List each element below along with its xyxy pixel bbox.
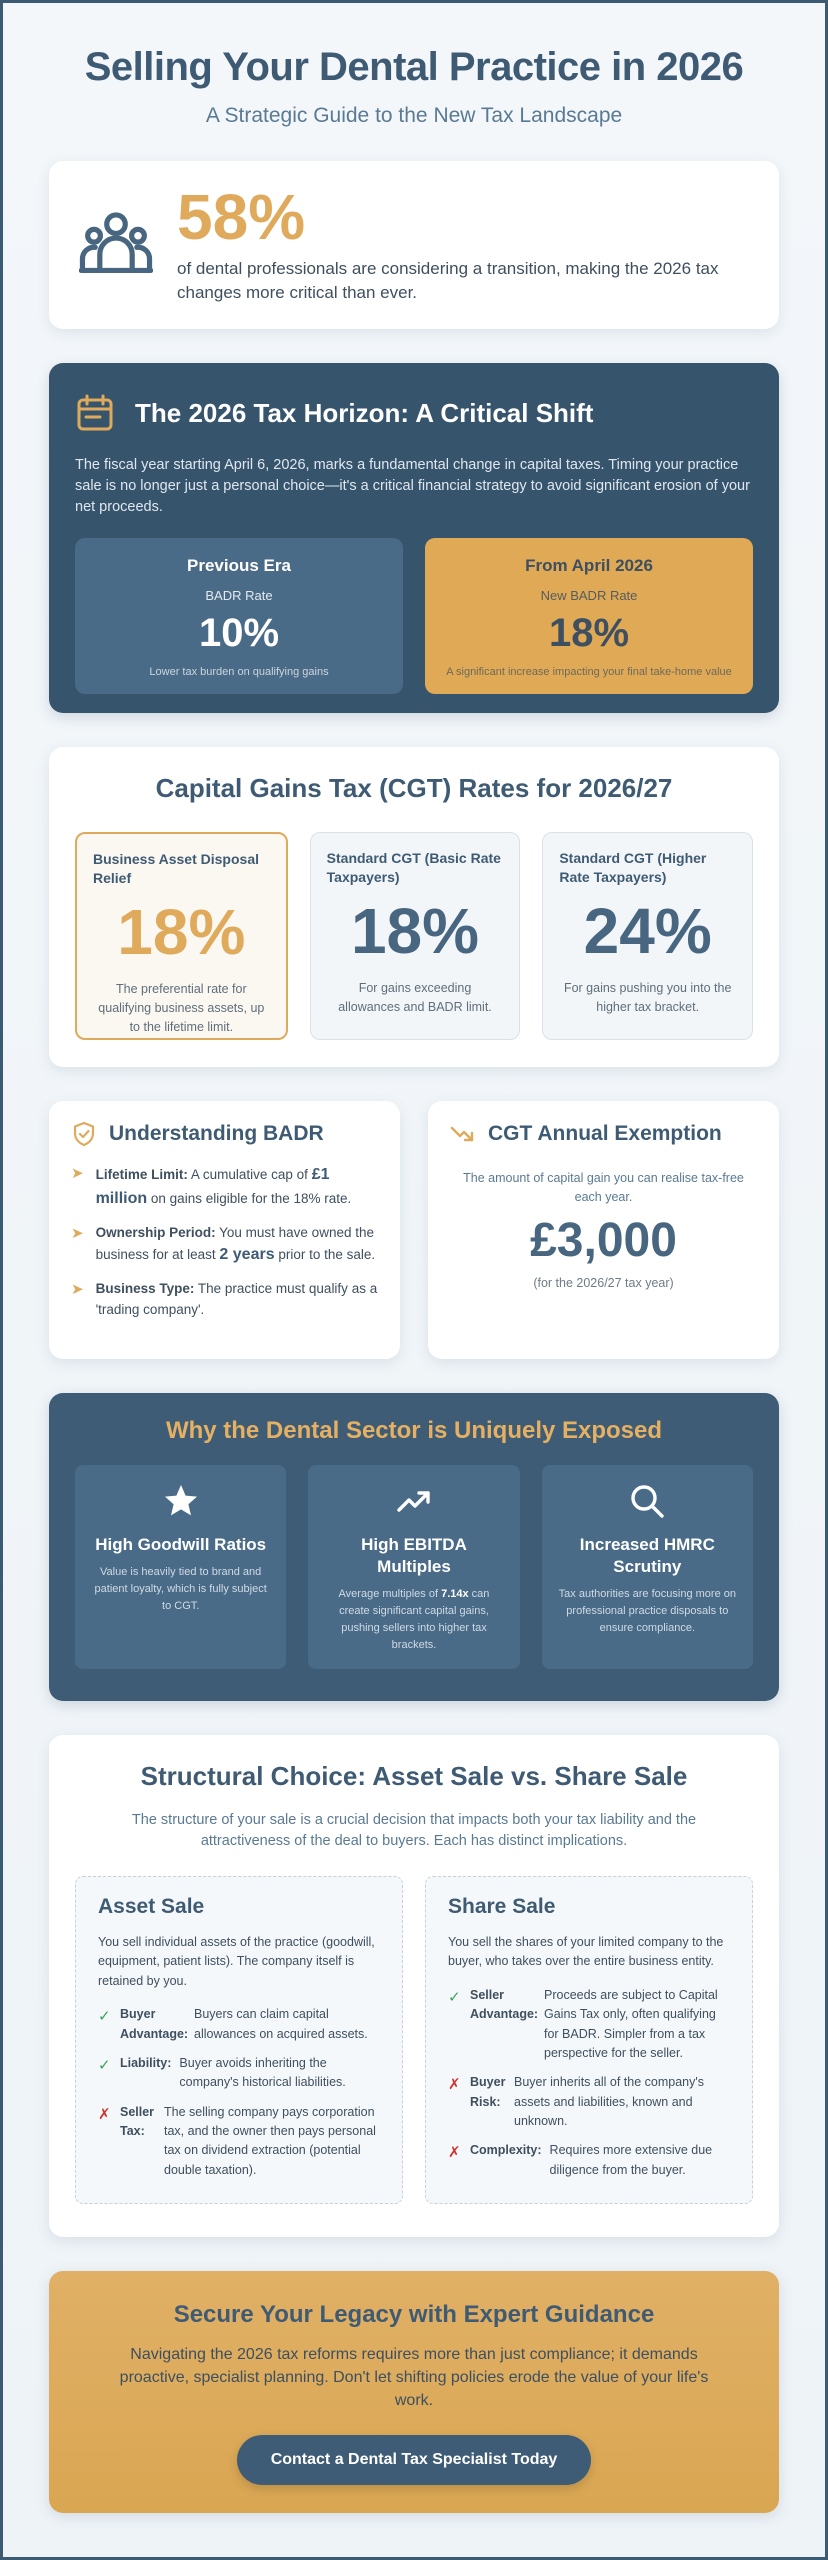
rate-card-basic (310, 832, 521, 1040)
list-item (98, 2005, 380, 2044)
sector-exposure-section (49, 1393, 779, 1701)
page-title: Selling Your Dental Practice in 2026 (84, 45, 744, 89)
new-era-value: 18% (548, 611, 630, 656)
stat-text: of dental professionals are considering a transition, making the 2026 tax changes more critical than ever. (177, 259, 719, 302)
page-subtitle: A Strategic Guide to the New Tax Landscape (205, 104, 623, 127)
list-item (448, 2073, 730, 2131)
badr-item-text: You must have owned the business for at least (95, 1225, 374, 1263)
asset-sale-card (75, 1876, 403, 2204)
list-item (98, 2054, 380, 2093)
badr-item-text: prior to the sale. (278, 1247, 376, 1263)
feature-description: Value is heavily tied to brand and patient loyalty, which is fully subject to CGT. (94, 1566, 267, 1613)
star-icon (163, 1483, 199, 1519)
magnifier-icon (629, 1483, 665, 1519)
badr-item-key: Ownership Period: (95, 1225, 216, 1240)
asset-sale-points (98, 2005, 380, 2180)
sector-feature-list (75, 1465, 753, 1669)
check-icon: ✓ (448, 1988, 461, 2006)
arrow-icon: ➤ (71, 1281, 84, 1299)
structure-description: The structure of your sale is a crucial decision that impacts both your tax liability and the attractiveness of the deal to buyers. Each has distinct implications. (131, 1812, 697, 1850)
point-key: Buyer Advantage: (120, 2007, 189, 2041)
exemption-card (428, 1101, 779, 1359)
new-era-card (425, 538, 753, 694)
tax-horizon-heading (75, 393, 753, 433)
previous-era-heading: Previous Era (187, 556, 291, 576)
feature-card-hmrc (542, 1465, 753, 1669)
share-sale-intro: You sell the shares of your limited company to the buyer, who takes over the entire business entity. (448, 1935, 724, 1969)
badr-list (71, 1163, 378, 1320)
tax-horizon-title: The 2026 Tax Horizon: A Critical Shift (135, 397, 594, 428)
new-era-note: A significant increase impacting your final take-home value (446, 666, 732, 679)
era-comparison (75, 538, 753, 694)
rate-label: Standard CGT (Basic Rate Taxpayers) (326, 850, 501, 885)
badr-item-text: A cumulative cap of (190, 1167, 308, 1182)
asset-sale-title: Asset Sale (98, 1895, 205, 1919)
people-group-icon (79, 208, 153, 282)
check-icon: ✓ (98, 2056, 111, 2074)
exemption-value: £3,000 (530, 1213, 677, 1267)
point-text: Buyer avoids inheriting the company's historical liabilities. (179, 2055, 346, 2090)
stat-card (49, 161, 779, 329)
shield-check-icon (71, 1121, 97, 1147)
list-item (448, 2141, 730, 2180)
tax-horizon-section (49, 363, 779, 713)
structure-title: Structural Choice: Asset Sale vs. Share Sale (140, 1761, 688, 1791)
badr-item-text: on gains eligible for the 18% rate. (150, 1191, 352, 1206)
sector-title: Why the Dental Sector is Uniquely Exposed (165, 1417, 663, 1444)
rate-value: 24% (583, 895, 712, 967)
feature-title: High EBITDA Multiples (361, 1535, 467, 1577)
stat-content (177, 181, 737, 305)
cross-icon: ✗ (448, 2076, 461, 2094)
badr-item-emphasis: £1 million (95, 1166, 330, 1207)
rate-label: Business Asset Disposal Relief (93, 851, 259, 886)
badr-item-key: Lifetime Limit: (95, 1167, 188, 1182)
feature-title: High Goodwill Ratios (95, 1535, 267, 1554)
list-item (98, 2103, 380, 2181)
feature-title: Increased HMRC Scrutiny (579, 1535, 715, 1577)
cross-icon: ✗ (448, 2144, 461, 2162)
point-key: Liability: (120, 2055, 172, 2070)
cross-icon: ✗ (98, 2105, 111, 2123)
point-key: Seller Advantage: (470, 1987, 539, 2022)
exemption-title: CGT Annual Exemption (488, 1122, 722, 1145)
badr-item-key: Business Type: (95, 1281, 195, 1297)
rate-description: For gains exceeding allowances and BADR limit. (338, 981, 492, 1014)
feature-card-ebitda (308, 1465, 519, 1669)
rate-label: Standard CGT (Higher Rate Taxpayers) (559, 850, 707, 885)
rate-description: The preferential rate for qualifying business assets, up to the lifetime limit. (98, 982, 265, 1034)
badr-item-emphasis: 2 years (219, 1246, 275, 1264)
exemption-description: The amount of capital gain you can realise tax-free each year. (463, 1171, 744, 1204)
previous-era-label: BADR Rate (205, 588, 273, 604)
point-text: Proceeds are subject to Capital Gains Tax only, often qualifying for BADR. Simpler from a tax perspective for the seller. (544, 1987, 718, 2060)
point-text: Buyers can claim capital allowances on acquired assets. (194, 2007, 368, 2041)
point-key: Seller Tax: (120, 2104, 155, 2139)
point-text: Requires more extensive due diligence from the buyer. (549, 2143, 713, 2177)
exemption-heading (450, 1121, 757, 1147)
cta-text: Navigating the 2026 tax reforms requires more than just compliance; it demands proactive, specialist planning. Don't let shifting policies erode the value of your life's work. (119, 2346, 709, 2410)
exemption-note: (for the 2026/27 tax year) (533, 1275, 674, 1290)
cgt-rates-section (49, 747, 779, 1067)
feature-emphasis: 7.14x (441, 1588, 469, 1601)
point-text: The selling company pays corporation tax, and the owner then pays personal tax on dividend extraction (potential double taxation). (164, 2104, 376, 2177)
badr-title: Understanding BADR (109, 1122, 324, 1145)
sale-options (75, 1876, 753, 2204)
cta-title: Secure Your Legacy with Expert Guidance (173, 2301, 655, 2328)
list-item (448, 1986, 730, 2064)
point-key: Complexity: (470, 2143, 542, 2158)
rate-card-badr (75, 832, 288, 1040)
previous-era-card (75, 538, 403, 694)
stat-value: 58% (177, 181, 306, 254)
cgt-rate-list (75, 832, 753, 1040)
share-sale-card (425, 1876, 753, 2204)
tax-horizon-description: The fiscal year starting April 6, 2026, marks a fundamental change in capital taxes. Timing your practice sale is no longer just a personal choice—it's a critical financial strategy to avoid significant erosion of your net proceeds. (75, 457, 750, 516)
rate-value: 18% (350, 895, 480, 967)
badr-heading (71, 1121, 378, 1147)
share-sale-title: Share Sale (448, 1895, 556, 1919)
contact-specialist-button[interactable]: Contact a Dental Tax Specialist Today (237, 2435, 592, 2485)
previous-era-note: Lower tax burden on qualifying gains (149, 666, 329, 679)
feature-description: Tax authorities are focusing more on professional practice disposals to ensure compliance. (558, 1588, 736, 1635)
share-sale-points (448, 1986, 730, 2180)
cta-section (49, 2271, 779, 2513)
arrow-icon: ➤ (71, 1165, 84, 1182)
structural-choice-section (49, 1735, 779, 2237)
previous-era-value: 10% (198, 611, 280, 656)
rate-card-higher (542, 832, 753, 1040)
feature-description: Average multiples of 7.14x can create significant capital gains, pushing sellers into higher tax brackets. (338, 1588, 490, 1652)
badr-card (49, 1101, 400, 1359)
list-item (71, 1223, 378, 1267)
rate-value: 18% (117, 896, 246, 968)
header (49, 3, 779, 161)
asset-sale-intro: You sell individual assets of the practice (goodwill, equipment, patient lists). The company itself is retained by you. (98, 1935, 375, 1988)
badr-exemption-row (49, 1101, 779, 1359)
cgt-rates-title: Capital Gains Tax (CGT) Rates for 2026/27 (155, 773, 673, 803)
list-item (71, 1279, 378, 1320)
rate-description: For gains pushing you into the higher tax bracket. (563, 981, 732, 1014)
new-era-heading: From April 2026 (525, 556, 653, 576)
point-text: Buyer inherits all of the company's assets and liabilities, known and unknown. (514, 2075, 704, 2129)
trend-down-icon (450, 1121, 476, 1147)
badr-item-text: The practice must qualify as a 'trading company'. (95, 1281, 378, 1317)
arrow-icon: ➤ (71, 1225, 84, 1242)
feature-card-goodwill (75, 1465, 286, 1669)
list-item (71, 1163, 378, 1211)
point-key: Buyer Risk: (470, 2075, 506, 2109)
new-era-label: New BADR Rate (540, 588, 638, 604)
check-icon: ✓ (98, 2008, 111, 2026)
trend-up-icon (396, 1483, 432, 1519)
calendar-icon (75, 393, 115, 433)
